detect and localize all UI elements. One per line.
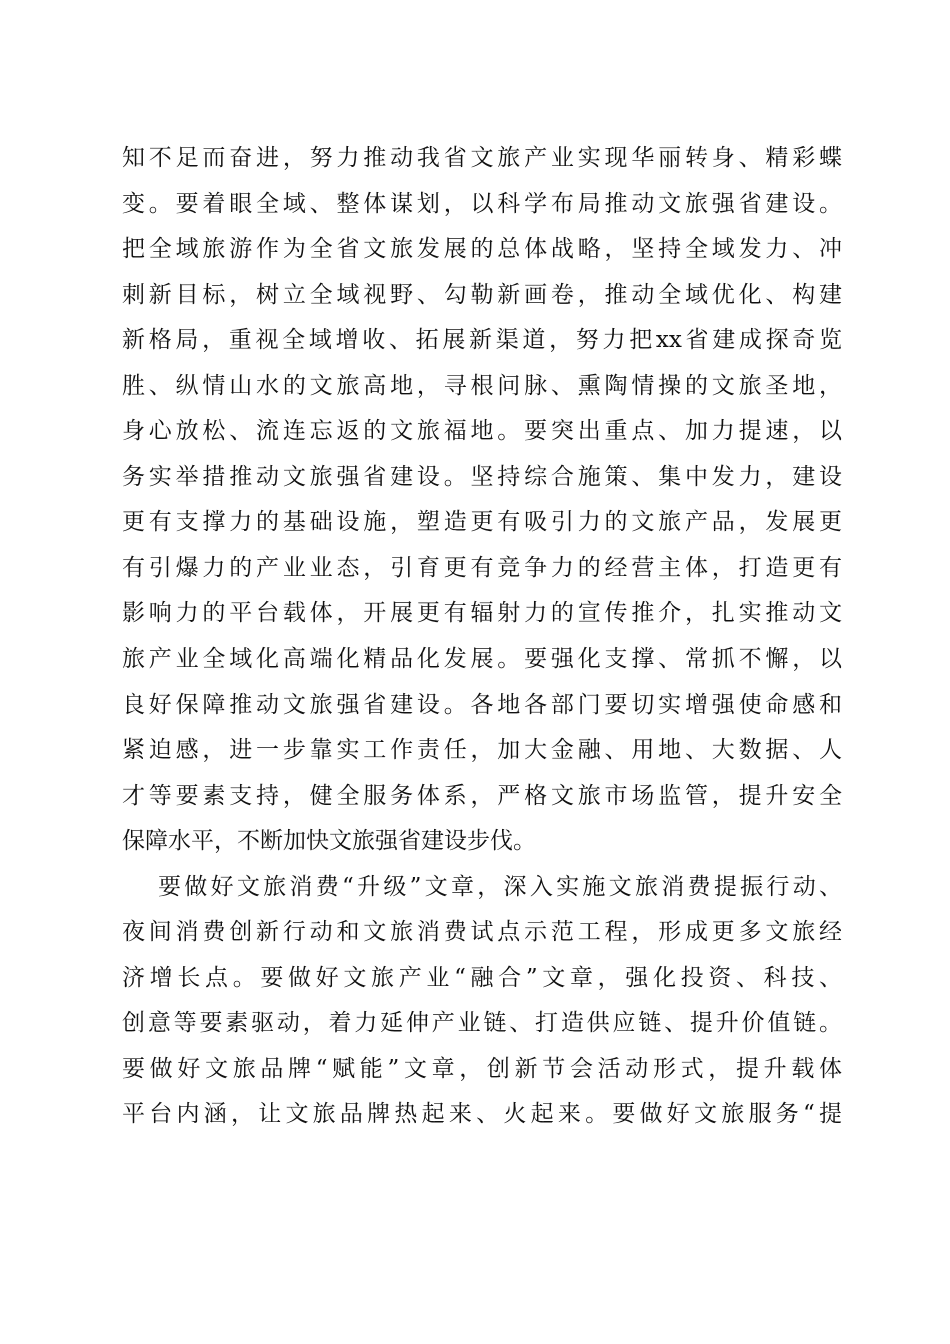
- text-line: 旅产业全域化高端化精品化发展。要强化支撑、常抓不懈，以: [122, 646, 842, 673]
- text-line: 更有支撑力的基础设施，塑造更有吸引力的文旅产品，发展更: [122, 509, 842, 536]
- text-line: 新格局，重视全域增收、拓展新渠道，努力把xx省建成探奇览: [122, 327, 842, 354]
- text-line: 知不足而奋进，努力推动我省文旅产业实现华丽转身、精彩蝶: [122, 145, 842, 171]
- text-line: 保障水平，不断加快文旅强省建设步伐。: [122, 828, 536, 855]
- text-line: 夜间消费创新行动和文旅消费试点示范工程，形成更多文旅经: [122, 919, 842, 946]
- text-line: 身心放松、流连忘返的文旅福地。要突出重点、加力提速，以: [122, 418, 842, 445]
- text-line: 创意等要素驱动，着力延伸产业链、打造供应链、提升价值链。: [122, 1010, 842, 1037]
- text-line: 济增长点。要做好文旅产业“融合”文章，强化投资、科技、: [122, 964, 842, 991]
- text-line: 影响力的平台载体，开展更有辐射力的宣传推介，扎实推动文: [122, 600, 842, 627]
- text-line: 紧迫感，进一步靠实工作责任，加大金融、用地、大数据、人: [122, 737, 842, 764]
- text-line: 务实举措推动文旅强省建设。坚持综合施策、集中发力，建设: [122, 463, 842, 490]
- text-line: 把全域旅游作为全省文旅发展的总体战略，坚持全域发力、冲: [122, 236, 842, 263]
- text-line: 平台内涵，让文旅品牌热起来、火起来。要做好文旅服务“提: [122, 1101, 842, 1128]
- text-line: 有引爆力的产业业态，引育更有竞争力的经营主体，打造更有: [122, 554, 842, 581]
- document-body: [122, 136, 842, 1138]
- paragraph-first-line: 要做好文旅消费“升级”文章，深入实施文旅消费提振行动、: [158, 873, 842, 900]
- text-line: 变。要着眼全域、整体谋划，以科学布局推动文旅强省建设。: [122, 190, 842, 217]
- text-line: 要做好文旅品牌“赋能”文章，创新节会活动形式，提升载体: [122, 1055, 842, 1082]
- text-line: 胜、纵情山水的文旅高地，寻根问脉、熏陶情操的文旅圣地，: [122, 372, 842, 399]
- text-line: 良好保障推动文旅强省建设。各地各部门要切实增强使命感和: [122, 691, 842, 718]
- text-line: 才等要素支持，健全服务体系，严格文旅市场监管，提升安全: [122, 782, 842, 809]
- text-line: 刺新目标，树立全域视野、勾勒新画卷，推动全域优化、构建: [122, 281, 842, 308]
